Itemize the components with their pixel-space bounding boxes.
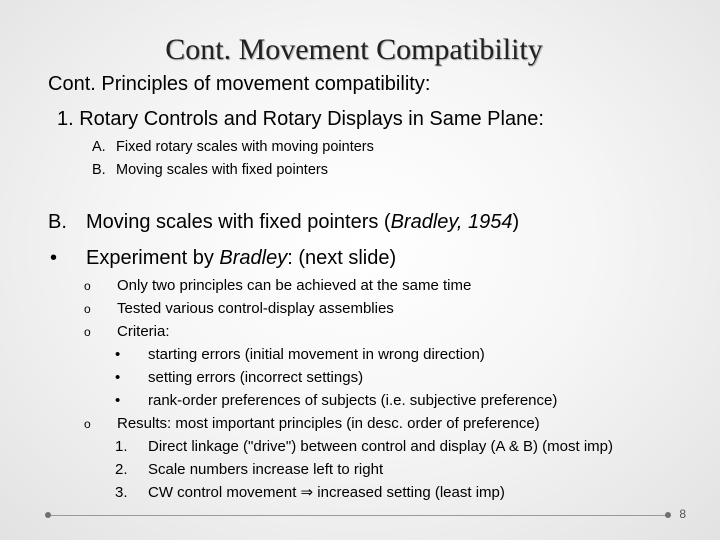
page-number: 8 xyxy=(679,507,686,521)
footer-left-dot xyxy=(45,512,51,518)
criteria-item: rank-order preferences of subjects (i.e. subjective preference) xyxy=(148,392,558,409)
result-number: 2. xyxy=(115,461,128,478)
point-item: Tested various control-display assemblies xyxy=(117,300,394,317)
point-item: Criteria: xyxy=(117,323,170,340)
results-line: Results: most important principles (in desc. order of preference) xyxy=(117,415,540,432)
result-item: Direct linkage ("drive") between control and display (A & B) (most imp) xyxy=(148,438,613,455)
experiment-line xyxy=(86,246,396,270)
criteria-bullet: • xyxy=(115,392,121,409)
experiment-suffix: : (next slide) xyxy=(287,247,397,269)
section-heading-close: ) xyxy=(512,211,520,233)
experiment-author: Bradley xyxy=(219,247,288,269)
result-item: Scale numbers increase left to right xyxy=(148,461,384,478)
intro-line-1: Cont. Principles of movement compatibility: xyxy=(48,73,431,95)
results-marker: o xyxy=(84,417,91,431)
sublist-item-a: Fixed rotary scales with moving pointers xyxy=(116,139,374,155)
point-marker: o xyxy=(84,279,91,293)
sublist-marker-b: B. xyxy=(92,162,106,178)
sublist-item-b: Moving scales with fixed pointers xyxy=(116,162,328,178)
footer-right-dot xyxy=(665,512,671,518)
slide-title: Cont. Movement Compatibility xyxy=(165,33,543,66)
result-number: 1. xyxy=(115,438,128,455)
section-heading-text: Moving scales with fixed pointers ( xyxy=(86,211,391,233)
footer-divider xyxy=(48,515,668,516)
result-item: CW control movement ⇒ increased setting (least imp) xyxy=(148,484,505,501)
criteria-item: setting errors (incorrect settings) xyxy=(148,369,364,386)
criteria-bullet: • xyxy=(115,346,121,363)
point-marker: o xyxy=(84,302,91,316)
point-marker: o xyxy=(84,325,91,339)
point-item: Only two principles can be achieved at the same time xyxy=(117,277,472,294)
sublist-marker-a: A. xyxy=(92,139,106,155)
criteria-bullet: • xyxy=(115,369,121,386)
section-heading xyxy=(86,210,519,234)
criteria-item: starting errors (initial movement in wrong direction) xyxy=(148,346,485,363)
result-number: 3. xyxy=(115,484,128,501)
section-citation: Bradley, 1954 xyxy=(390,211,513,233)
experiment-bullet: • xyxy=(50,247,58,269)
experiment-text: Experiment by xyxy=(86,247,220,269)
section-marker: B. xyxy=(48,211,67,233)
intro-line-2: 1. Rotary Controls and Rotary Displays in Same Plane: xyxy=(57,108,544,130)
